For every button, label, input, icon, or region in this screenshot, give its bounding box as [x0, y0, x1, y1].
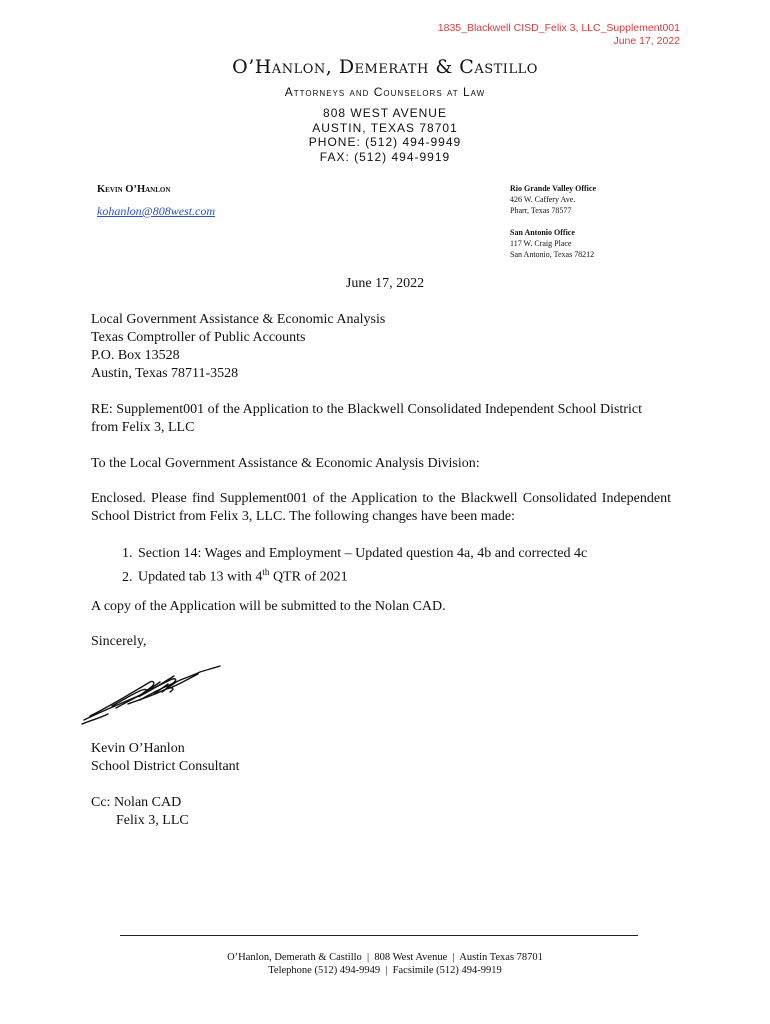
office-san-antonio: [510, 227, 594, 260]
footer-divider: [120, 935, 638, 936]
firm-city: AUSTIN, TEXAS 78701: [312, 120, 458, 135]
recipient-line: P.O. Box 13528: [91, 348, 180, 363]
document-stamp: [438, 22, 680, 48]
office-address-line: 117 W. Craig Place: [510, 239, 572, 248]
cc-block: [91, 794, 671, 830]
office-name: San Antonio Office: [510, 228, 575, 237]
body-paragraph-2: A copy of the Application will be submitted to the Nolan CAD.: [91, 599, 446, 614]
office-address-line: Pharr, Texas 78577: [510, 206, 572, 215]
footer: [0, 951, 770, 977]
stamp-date: June 17, 2022: [613, 35, 680, 47]
closing: Sincerely,: [91, 634, 147, 649]
change-item-2-suffix: QTR of 2021: [269, 569, 348, 585]
signature-image: [80, 660, 230, 730]
office-address-line: San Antonio, Texas 78212: [510, 250, 595, 259]
recipient-address: [91, 311, 671, 383]
firm-phone: PHONE: (512) 494-9949: [308, 135, 462, 149]
cc-line-2: Felix 3, LLC: [116, 813, 189, 828]
footer-line-1: O’Hanlon, Demerath & Castillo | 808 West Avenue | Austin Texas 78701: [227, 952, 543, 963]
attorney-email-link[interactable]: kohanlon@808west.com: [97, 204, 216, 218]
attorney-name: Kevin O’Hanlon: [97, 184, 171, 195]
office-rio-grande: [510, 183, 596, 216]
change-item-1: 1. Section 14: Wages and Employment – Updated question 4a, 4b and corrected 4c: [136, 545, 671, 563]
body-paragraph-1: Enclosed. Please find Supplement001 of the Application to the Blackwell Consolidated Independent School District from Felix 3, LLC. The following changes have been made:: [91, 491, 671, 524]
signer-block: [91, 740, 671, 776]
firm-street: 808 WEST AVENUE: [323, 106, 447, 120]
firm-subtitle: Attorneys and Counselors at Law: [284, 85, 486, 99]
change-item-2: [136, 563, 671, 587]
recipient-line: Texas Comptroller of Public Accounts: [91, 330, 306, 345]
footer-line-2: Telephone (512) 494-9949 | Facsimile (512) 494-9919: [268, 965, 502, 976]
signer-title: School District Consultant: [91, 759, 240, 774]
office-name: Rio Grande Valley Office: [510, 184, 596, 193]
change-item-2-text: Updated tab 13 with 4: [138, 569, 263, 585]
firm-address: [0, 106, 770, 164]
office-address-line: 426 W. Caffery Ave.: [510, 195, 576, 204]
stamp-line-1: 1835_Blackwell CISD_Felix 3, LLC_Supplement001: [437, 22, 680, 34]
subject-line: RE: Supplement001 of the Application to the Blackwell Consolidated Independent School District from Felix 3, LLC: [91, 402, 642, 435]
salutation: To the Local Government Assistance & Economic Analysis Division:: [91, 456, 480, 471]
firm-fax: FAX: (512) 494-9919: [319, 149, 451, 164]
firm-name: O’Hanlon, Demerath & Castillo: [232, 56, 538, 78]
signer-name: Kevin O’Hanlon: [91, 741, 185, 756]
letter-date: June 17, 2022: [345, 276, 425, 291]
cc-line-1: Cc: Nolan CAD: [91, 795, 182, 810]
changes-list: [91, 545, 671, 587]
recipient-line: Austin, Texas 78711-3528: [91, 366, 239, 381]
recipient-line: Local Government Assistance & Economic Analysis: [91, 312, 386, 327]
change-item-2-sup: th: [262, 567, 270, 577]
